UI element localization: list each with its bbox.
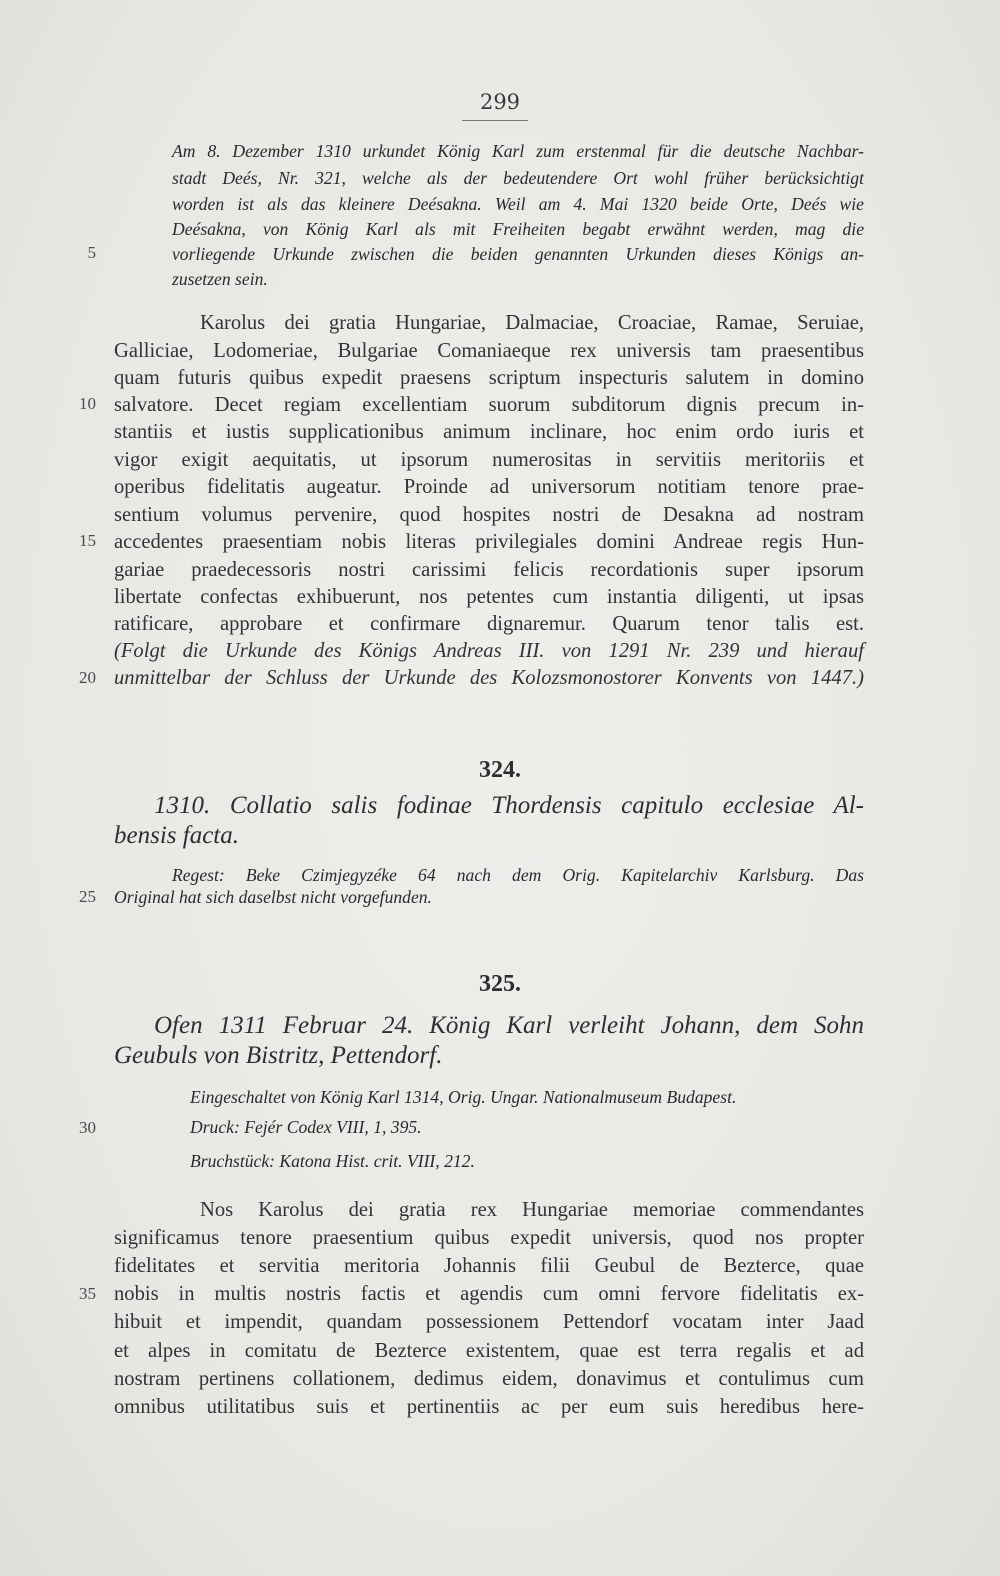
heading-324-line: bensis facta. <box>114 822 239 849</box>
text-line: nobis in multis nostris factis et agendis cum omni fervore fidelitatis ex- <box>114 1283 864 1305</box>
text-line: hibuit et impendit, quandam possessionem Pettendorf vocatam inter Jaad <box>114 1311 864 1333</box>
text-line: Nos Karolus dei gratia rex Hungariae memoriae commendantes <box>200 1199 864 1221</box>
note-line: zusetzen sein. <box>172 269 268 289</box>
line-number: 20 <box>79 668 96 687</box>
line-number: 30 <box>79 1118 96 1137</box>
text-line: operibus fidelitatis augeatur. Proinde ad universorum notitiam tenore prae- <box>114 476 864 498</box>
document-number-324: 324. <box>479 757 521 783</box>
text-line: quam futuris quibus expedit praesens scriptum inspecturis salutem in domino <box>114 367 864 389</box>
heading-325-line: Geubuls von Bistritz, Pettendorf. <box>114 1042 443 1069</box>
page-number-rule <box>462 120 528 121</box>
text-line: gariae praedecessoris nostri carissimi felicis recordationis super ipsorum <box>114 559 864 581</box>
text-line: fidelitates et servitia meritoria Johannis filii Geubul de Bezterce, quae <box>114 1255 864 1277</box>
text-line: Karolus dei gratia Hungariae, Dalmaciae, Croaciae, Ramae, Seruiae, <box>200 312 864 334</box>
text-line: stantiis et iustis supplicationibus animum inclinare, hoc enim ordo iuris et <box>114 421 864 443</box>
regest-line: Regest: Beke Czimjegyzéke 64 nach dem Orig. Kapitelarchiv Karlsburg. Das <box>172 865 864 885</box>
text-line: (Folgt die Urkunde des Königs Andreas III. von 1291 Nr. 239 und hierauf <box>114 640 864 662</box>
document-number-325: 325. <box>479 971 521 997</box>
text-line: sentium volumus pervenire, quod hospites nostri de Desakna ad nostram <box>114 504 864 526</box>
note-line: Am 8. Dezember 1310 urkundet König Karl zum erstenmal für die deutsche Nachbar- <box>172 141 864 161</box>
source-line: Druck: Fejér Codex VIII, 1, 395. <box>190 1117 422 1137</box>
line-number: 5 <box>87 243 96 262</box>
text-line: nostram pertinens collationem, dedimus eidem, donavimus et contulimus cum <box>114 1368 864 1390</box>
text-line: significamus tenore praesentium quibus expedit universis, quod nos propter <box>114 1227 864 1249</box>
text-line: accedentes praesentiam nobis literas privilegiales domini Andreae regis Hun- <box>114 531 864 553</box>
text-line: omnibus utilitatibus suis et pertinentiis ac per eum suis heredibus here- <box>114 1396 864 1418</box>
source-line: Eingeschaltet von König Karl 1314, Orig. Ungar. Nationalmuseum Budapest. <box>190 1087 737 1107</box>
note-line: worden ist als das kleinere Deésakna. Weil am 4. Mai 1320 beide Orte, Deés wie <box>172 194 864 214</box>
line-number: 35 <box>79 1284 96 1303</box>
text-line: libertate confectas exhibuerunt, nos petentes cum instantia diligenti, ut ipsas <box>114 586 864 608</box>
line-number: 25 <box>79 887 96 906</box>
text-line: vigor exigit aequitatis, ut ipsorum numerositas in servitiis meritoriis et <box>114 449 864 471</box>
heading-325-line: Ofen 1311 Februar 24. König Karl verleiht Johann, dem Sohn <box>154 1012 864 1039</box>
note-line: stadt Deés, Nr. 321, welche als der bedeutendere Ort wohl früher berücksichtigt <box>172 168 864 188</box>
text-line: salvatore. Decet regiam excellentiam suorum subditorum dignis precum in- <box>114 394 864 416</box>
text-line: et alpes in comitatu de Bezterce existentem, quae est terra regalis et ad <box>114 1340 864 1362</box>
regest-line: Original hat sich daselbst nicht vorgefunden. <box>114 887 432 907</box>
heading-324-line: 1310. Collatio salis fodinae Thordensis capitulo ecclesiae Al- <box>154 792 864 819</box>
text-line: unmittelbar der Schluss der Urkunde des Kolozsmonostorer Konvents von 1447.) <box>114 667 864 689</box>
text-line: ratificare, approbare et confirmare dignaremur. Quarum tenor talis est. <box>114 613 864 635</box>
source-line: Bruchstück: Katona Hist. crit. VIII, 212. <box>190 1151 475 1171</box>
text-line: Galliciae, Lodomeriae, Bulgariae Comaniaeque rex universis tam praesentibus <box>114 340 864 362</box>
note-line: Deésakna, von König Karl als mit Freiheiten begabt erwähnt werden, mag die <box>172 219 864 239</box>
line-number: 10 <box>79 394 96 413</box>
page-number: 299 <box>479 90 521 114</box>
line-number: 15 <box>79 531 96 550</box>
note-line: vorliegende Urkunde zwischen die beiden genannten Urkunden dieses Königs an- <box>172 244 864 264</box>
